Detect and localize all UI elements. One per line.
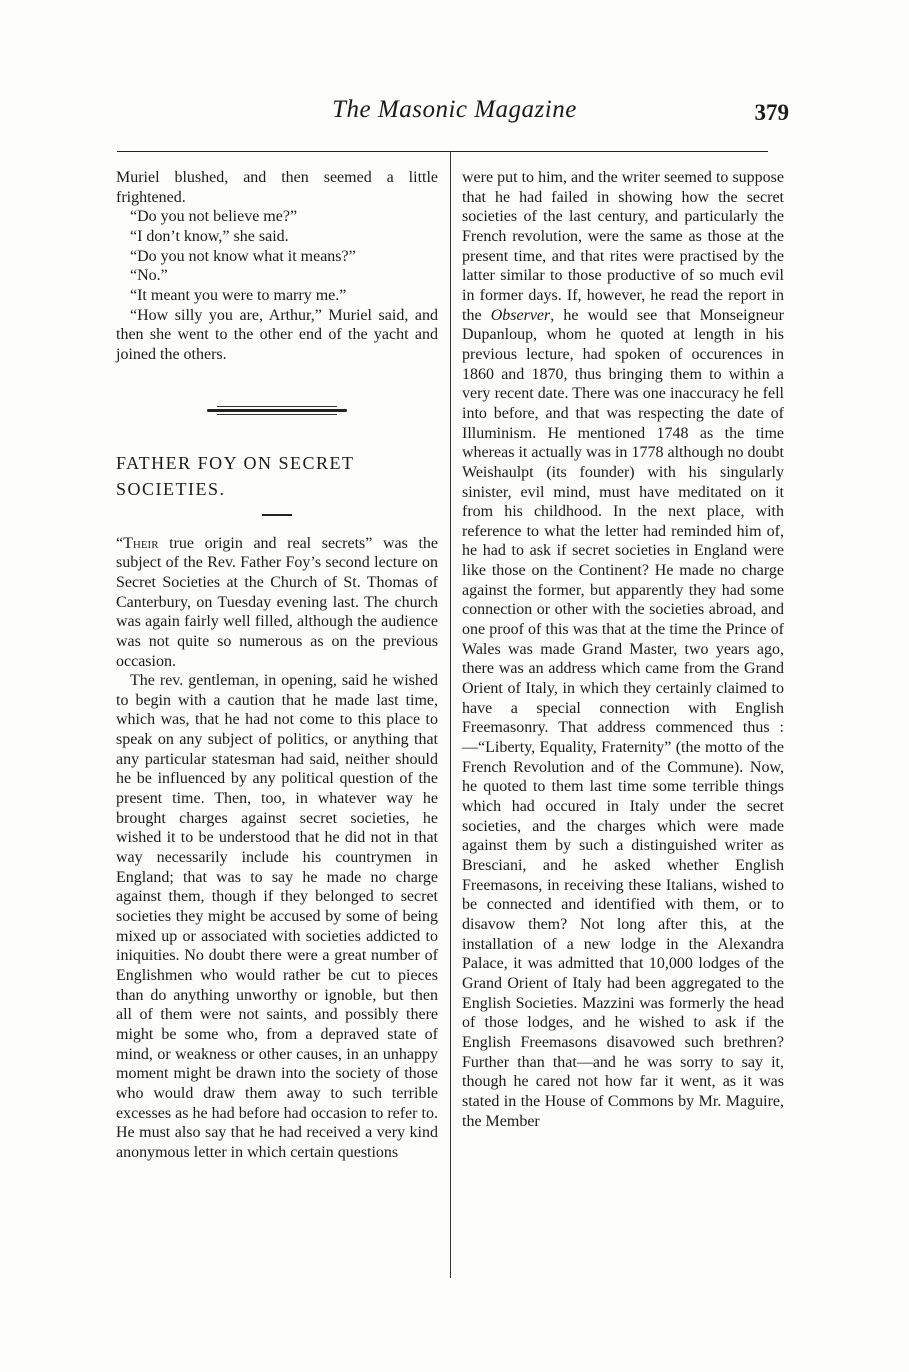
paragraph-text: , he would see that Monseigneur Dupanloup, whom he quoted at length in his previous lecture, had spoken of occurences in 1860 and 1870, thus bringing them to within a very recent date. There was one inaccuracy he fell into before, and that was respecting the date of Illuminism. He mentioned 1748 as the time whereas it actually was in 1778 although no doubt Weishaulpt (its founder) with his singularly sinister, evil mind, must have meditated on it from his childhood. In the next place, with reference to what the letter had reminded him of, he had to ask if secret societies in England were like those on the Continent? He made no charge against the former, but apparently they had some connection or other with the societies abroad, and one proof of this was that at the time the Prince of Wales was made Grand Master, two years ago, there was an address which came from the Grand Orient of Italy, in which they certainly claimed to have a special connection with English Freemasonry. That address commenced thus :—“Liberty, Equality, Fraternity” (the motto of the French Revolution and of the Commune). Now, he quoted to them last time some terrible things which had occured in Italy under the secret societies, and the charges which were made against them by such a distinguished writer as Bresciani, and he asked whether English Freemasons, in receiving these Italians, wished to be connected and identified with them, or to disavow them? Not long after this, at the installation of a new lodge in the Alexandra Palace, it was admitted that 10,000 lodges of the Grand Orient of Italy had been aggregated to the English Societies. Mazzini was formerly the head of those lodges, and he wished to ask if the English Freemasons disavowed such brethren? Further than that—and he was sorry to say it, though he cared not how far it went, as it was stated in the House of Commons by Mr. Maguire, the Member: [462, 306, 785, 1130]
article-title-line: SOCIETIES.: [116, 478, 226, 499]
article-paragraph: [462, 168, 784, 1131]
column-divider: [450, 151, 451, 1278]
story-line: “It meant you were to marry me.”: [130, 286, 347, 304]
story-line: “How silly you are, Arthur,” Muriel said, and then she went to the other end of the yacht and joined the others.: [116, 306, 438, 363]
story-line: “I don’t know,” she said.: [130, 227, 289, 245]
story-line: Muriel blushed, and then seemed a little frightened.: [116, 169, 438, 206]
story-line: “No.”: [130, 267, 168, 285]
paragraph-text: true origin and real secrets” was the subject of the Rev. Father Foy’s second lecture on Secret Societies at the Church of St. Thomas of Canterbury, on Tuesday evening last. The church was again fairly well filled, although the audience was not quite so numerous as on the previous occasion.: [116, 534, 438, 670]
newspaper-name: Observer: [490, 306, 551, 324]
article-title-line: FATHER FOY ON SECRET: [116, 452, 355, 473]
right-column: [462, 168, 784, 1131]
header-rule: [117, 151, 768, 152]
title-rule: [262, 514, 292, 516]
paragraph-text: were put to him, and the writer seemed to suppose that he had failed in showing how the secret societies of the last century, and particularly the French revolution, were the same as those at the present time, and that rites were practised by the latter similar to those productive of so much evil in former days. If, however, he read the report in the: [462, 169, 784, 324]
left-column: [116, 168, 438, 1163]
article-paragraph: The rev. gentleman, in opening, said he wished to begin with a caution that he made last time, which was, that he had not come to this place to speak on any subject of politics, or anything that any particular statesman had said, neither should he be influenced by any political question of the present time. Then, too, in whatever way he brought charges against secret societies, he wished it to be understood that he did not in that way necessarily include his countrymen in England; that was to say he made no charge against them, though if they belonged to secret societies they might be accused by some of being mixed up or associated with societies addicted to iniquities. No doubt there were a great number of Englishmen who would rather be cut to pieces than do anything unworthy or ignoble, but then all of them were not saints, and possibly there might be some who, from a depraved state of mind, or weakness or other causes, in an unhappy moment might be drawn into the society of those who would draw them away to such terrible excesses as he had before had occasion to refer to. He must also say that he had received a very kind anonymous letter in which certain questions: [116, 672, 438, 1161]
story-line: “Do you not know what it means?”: [130, 247, 356, 265]
article-paragraph: [116, 534, 438, 672]
lead-word: “Their: [116, 534, 159, 552]
page-number: 379: [754, 100, 789, 125]
story-line: “Do you not believe me?”: [130, 208, 298, 226]
ornamental-rule: [207, 409, 347, 412]
running-header-title: The Masonic Magazine: [332, 96, 577, 123]
